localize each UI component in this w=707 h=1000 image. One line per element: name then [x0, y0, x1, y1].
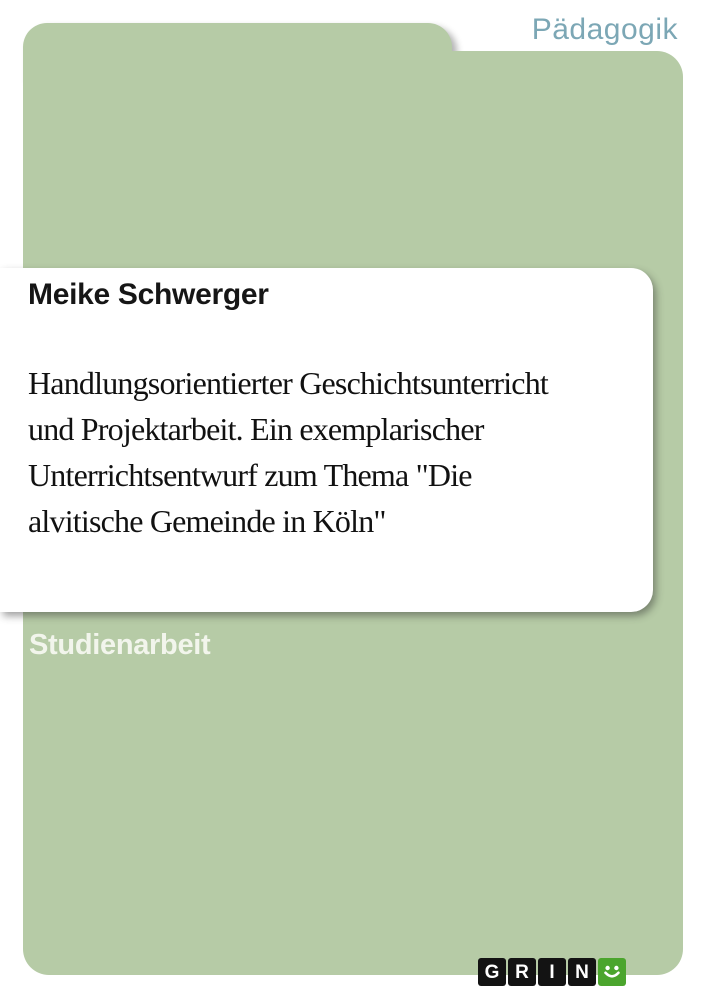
logo-letter-square-r: R	[508, 958, 536, 986]
smiley-icon	[598, 958, 626, 986]
logo-letter-square-i: I	[538, 958, 566, 986]
logo-letter-square-n: N	[568, 958, 596, 986]
logo-letter-square-g: G	[478, 958, 506, 986]
title-line-4: alvitische Gemeinde in Köln"	[28, 503, 386, 539]
book-title	[28, 360, 548, 544]
category-label: Pädagogik	[531, 13, 678, 46]
title-line-2: und Projektarbeit. Ein exemplarischer	[28, 411, 484, 447]
title-card	[0, 268, 653, 612]
title-line-3: Unterrichtsentwurf zum Thema "Die	[28, 457, 472, 493]
document-type-label: Studienarbeit	[29, 629, 211, 661]
author-name: Meike Schwerger	[28, 278, 269, 311]
grin-logo	[478, 958, 626, 986]
title-line-1: Handlungsorientierter Geschichtsunterricht	[28, 365, 548, 401]
